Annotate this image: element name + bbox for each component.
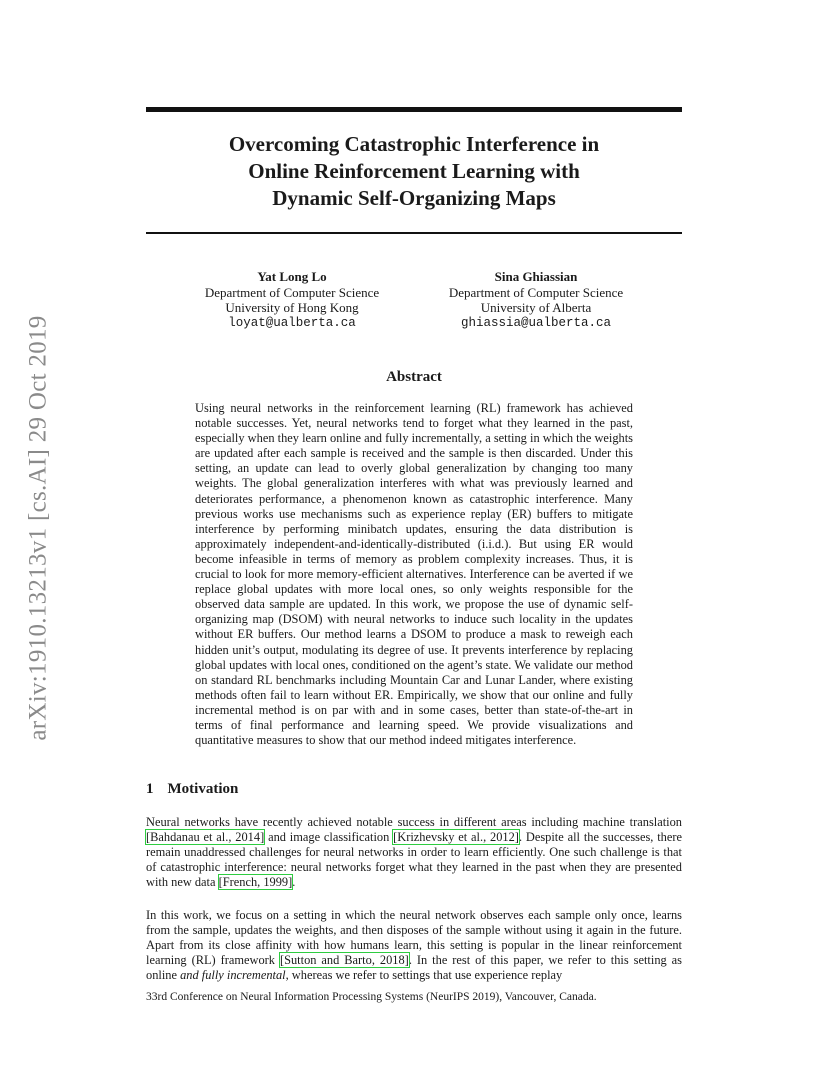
title-line-1: Overcoming Catastrophic Interference in — [228, 132, 600, 156]
author-name: Yat Long Lo — [257, 269, 327, 284]
author-institution: University of Alberta — [480, 300, 592, 315]
author-department: Department of Computer Science — [204, 284, 380, 300]
arxiv-identifier: arXiv:1910.13213v1 [cs.AI] 29 Oct 2019 — [25, 315, 52, 741]
paragraph-text: . In the rest of this paper, we refer to this setting as online — [146, 953, 682, 983]
paragraph-text: , whereas we refer to settings that use experience replay — [285, 968, 563, 983]
paragraph-text: In this work, we focus on a setting in which the neural network observes each sample only once, learns from the sample, updates the weights, and then disposes of the sample without using it again in the future. Apart from its close affinity with how humans learn, this setting is popular in the linear reinforcement learning (RL) framework — [146, 908, 682, 968]
author-email[interactable]: ghiassia@ualberta.ca — [460, 315, 612, 330]
paper-title — [146, 131, 682, 212]
abstract-text: Using neural networks in the reinforcement learning (RL) framework has achieved notable successes. Yet, neural networks tend to forget what they learned in the past, especially when they learn online and fully incrementally, a setting in which the weights are updated after each sample is received and the sample is then discarded. Under this setting, an update can lead to overly global generalization by changing too many weights. The global generalization interferes with what was previously learned and deteriorates performance, a phenomenon known as catastrophic interference. Many previous works use mechanisms such as experience replay (ER) buffers to mitigate interference by performing minibatch updates, ensuring the data distribution is approximately independent-and-identically-distributed (i.i.d.). But using ER would become infeasible in terms of memory as problem complexity increases. Thus, it is crucial to look for more memory-efficient alternatives. Interference can be averted if we replace global updates with more local ones, so only weights responsible for the observed data sample are updated. In this work, we propose the use of dynamic self-organizing map (DSOM) with neural networks to induce such locality in the updates without ER buffers. Our method learns a DSOM to produce a mask to reweigh each hidden unit’s output, modulating its degree of use. It prevents interference by replacing global updates with local ones, conditioned on the agent’s state. We validate our method on standard RL benchmarks including Mountain Car and Lunar Lander, where existing methods often fail to learn without ER. Empirically, we show that our online and fully incremental method is on par with and in some cases, better than state-of-the-art in terms of final performance and learning speed. We provide visualizations and quantitative measures to show that our method indeed mitigates interference. — [195, 401, 633, 748]
paragraph-text: . — [292, 875, 296, 890]
author-department: Department of Computer Science — [448, 284, 624, 300]
section-number: 1 — [146, 781, 154, 797]
citation-link[interactable]: [Sutton and Barto, 2018] — [279, 953, 409, 968]
abstract-heading: Abstract — [386, 369, 442, 385]
paragraph-text: and image classification — [264, 830, 394, 845]
paragraph-1 — [146, 815, 682, 890]
section-heading — [146, 781, 238, 798]
paragraph-2 — [146, 908, 682, 983]
conference-footnote: 33rd Conference on Neural Information Processing Systems (NeurIPS 2019), Vancouver, Canada. — [146, 991, 597, 1003]
citation-link[interactable]: [Krizhevsky et al., 2012] — [393, 830, 519, 845]
author-block-1 — [177, 269, 407, 331]
author-name: Sina Ghiassian — [494, 269, 578, 284]
author-institution: University of Hong Kong — [225, 300, 359, 315]
author-block-2 — [421, 269, 651, 331]
title-line-3: Dynamic Self-Organizing Maps — [272, 186, 556, 210]
title-bottom-rule — [146, 232, 682, 234]
citation-link[interactable]: [French, 1999] — [218, 875, 293, 890]
emphasis-text: and fully incremental — [180, 968, 286, 983]
citation-link[interactable]: [Bahdanau et al., 2014] — [146, 830, 265, 845]
arxiv-identifier-margin — [18, 298, 60, 758]
title-line-2: Online Reinforcement Learning with — [248, 159, 580, 183]
section-title: Motivation — [167, 781, 239, 797]
paragraph-text: Neural networks have recently achieved notable success in different areas including machine translation — [146, 815, 682, 829]
author-email[interactable]: loyat@ualberta.ca — [228, 315, 356, 330]
paragraph-text: . Despite all the successes, there remain unaddressed challenges for neural networks in order to learn efficiently. One such challenge is that of catastrophic interference: neural networks forget what they learned in the past when they are presented with new data — [146, 830, 682, 890]
title-top-rule — [146, 107, 682, 112]
